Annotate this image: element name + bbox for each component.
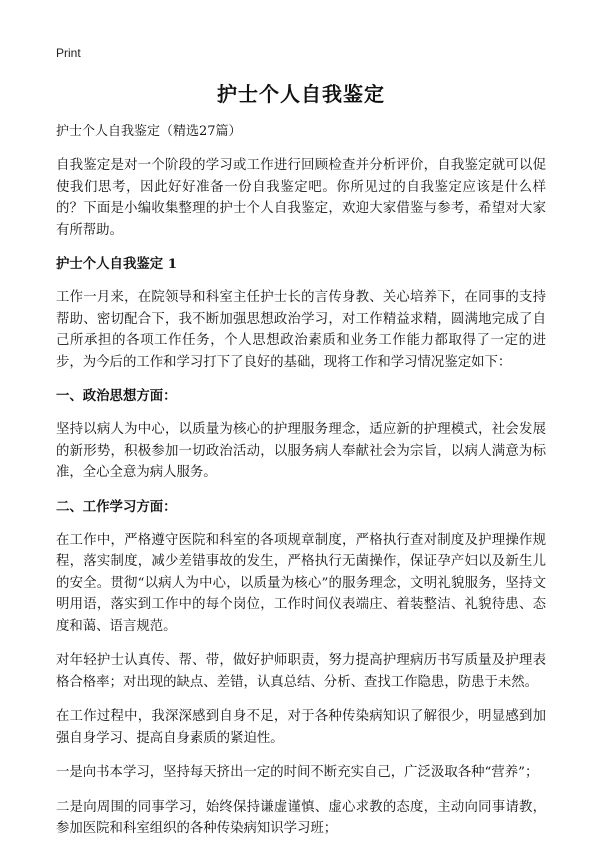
paragraph-3: 在工作中，严格遵守医院和科室的各项规章制度，严格执行查对制度及护理操作规程，落实制度，减少差错事故的发生，严格执行无菌操作，保证孕产妇以及新生儿的安全。贯彻“以病人为中心，以质量为核心”的服务理念，文明礼貌服务，坚持文明用语，落实到工作中的每个岗位，工作时间仪表端庄、着装整洁、礼貌待患、态度和蔼、语言规范。	[56, 532, 546, 634]
article-heading: 护士个人自我鉴定 1	[56, 256, 178, 272]
document-body	[56, 78, 546, 853]
paragraph-4: 对年轻护士认真传、帮、带，做好护师职责，努力提高护理病历书写质量及护理表格合格率；对出现的缺点、差错，认真总结、分析、查找工作隐患，防患于未然。	[56, 653, 546, 690]
paragraph-2: 坚持以病人为中心，以质量为核心的护理服务理念，适应新的护理模式，社会发展的新形势，积极参加一切政治活动，以服务病人奉献社会为宗旨，以病人满意为标准，全心全意为病人服务。	[56, 422, 546, 480]
page-title: 护士个人自我鉴定	[217, 82, 385, 106]
paragraph-7: 二是向周围的同事学习，始终保持谦虚谨慎、虚心求教的态度，主动向同事请教，参加医院和科室组织的各种传染病知识学习班；	[56, 799, 546, 836]
section-heading-work-study: 二、工作学习方面：	[56, 498, 177, 515]
paragraph-1: 工作一月来，在院领导和科室主任护士长的言传身教、关心培养下，在同事的支持帮助、密切配合下，我不断加强思想政治学习，对工作精益求精，圆满地完成了自己所承担的各项工作任务，个人思想政治素质和业务工作能力都取得了一定的进步，为今后的工作和学习打下了良好的基础，现将工作和学习情况鉴定如下：	[56, 290, 546, 370]
document-subtitle: 护士个人自我鉴定（精选27篇）	[56, 124, 242, 139]
print-link[interactable]: Print	[56, 46, 81, 60]
intro-paragraph: 自我鉴定是对一个阶段的学习或工作进行回顾检查并分析评价，自我鉴定就可以促使我们思考，因此好好准备一份自我鉴定吧。你所见过的自我鉴定应该是什么样的？下面是小编收集整理的护士个人自我鉴定，欢迎大家借鉴与参考，希望对大家有所帮助。	[56, 158, 546, 238]
paragraph-6: 一是向书本学习，坚持每天挤出一定的时间不断充实自己，广泛汲取各种“营养”；	[56, 765, 539, 780]
paragraph-5: 在工作过程中，我深深感到自身不足，对于各种传染病知识了解很少，明显感到加强自身学习、提高自身素质的紧迫性。	[56, 709, 546, 746]
section-heading-politics: 一、政治思想方面：	[56, 388, 177, 404]
